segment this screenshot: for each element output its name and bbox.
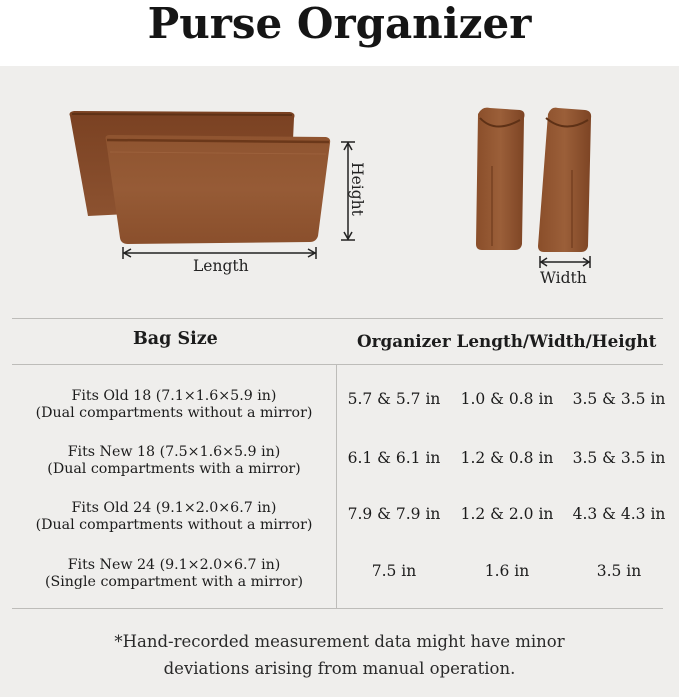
bag-fits: Fits Old 24 (9.1×2.0×6.7 in) [71,500,277,516]
organizer-height: 3.5 & 3.5 in [572,449,666,467]
bag-size-cell [12,557,336,591]
organizer-height: 4.3 & 4.3 in [572,505,666,523]
height-label: Height [347,162,366,216]
organizer-width: 1.2 & 2.0 in [460,505,554,523]
organizer-height: 3.5 in [596,562,642,580]
bag-fits: Fits New 24 (9.1×2.0×6.7 in) [67,557,281,573]
width-label: Width [540,269,587,287]
bag-desc: (Single compartment with a mirror) [44,574,304,590]
table-header-rule [12,364,663,365]
bag-size-cell [12,444,336,478]
organizer-front [106,135,331,244]
bag-size-cell [12,500,336,534]
width-dimension-arrow [540,256,590,268]
table-row [0,428,679,484]
table-bottom-rule [12,608,663,609]
measurement-footnote [0,628,679,682]
table-row [0,484,679,540]
footnote-line-2: deviations arising from manual operation. [163,659,516,678]
organizer-width: 1.2 & 0.8 in [460,449,554,467]
organizer-side-left [476,108,525,250]
organizer-width: 1.6 in [484,562,530,580]
product-illustration [0,66,679,320]
table-row [0,541,679,597]
footnote-line-1: *Hand-recorded measurement data might have minor [114,632,565,651]
bag-desc: (Dual compartments without a mirror) [35,405,313,421]
bag-desc: (Dual compartments without a mirror) [35,517,313,533]
bag-fits: Fits New 18 (7.5×1.6×5.9 in) [67,444,281,460]
header-organizer-dimensions: Organizer Length/Width/Height [357,331,657,351]
page-title: Purse Organizer [147,0,532,48]
organizer-length: 6.1 & 6.1 in [347,449,441,467]
bag-size-cell [12,388,336,422]
bag-fits: Fits Old 18 (7.1×1.6×5.9 in) [71,388,277,404]
table-row [0,372,679,428]
organizer-length: 7.9 & 7.9 in [347,505,441,523]
header-bag-size: Bag Size [133,329,218,349]
organizer-length: 5.7 & 5.7 in [347,390,441,408]
table-top-rule [12,318,663,319]
organizer-height: 3.5 & 3.5 in [572,390,666,408]
length-label: Length [193,257,249,275]
bag-desc: (Dual compartments with a mirror) [47,461,301,477]
organizer-length: 7.5 in [371,562,417,580]
organizer-width: 1.0 & 0.8 in [460,390,554,408]
organizer-side-right [538,108,591,252]
